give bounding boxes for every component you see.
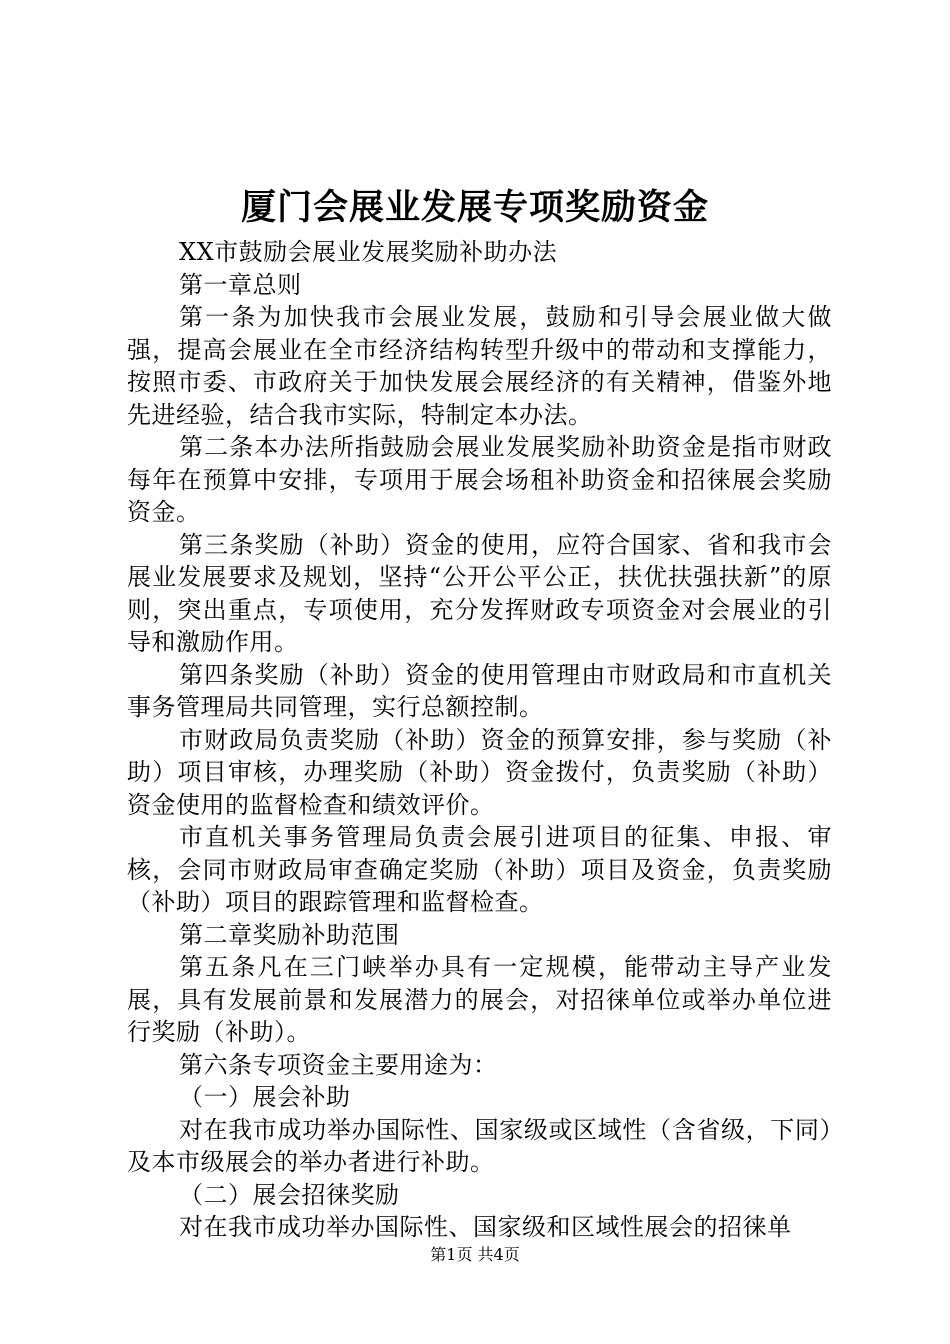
- paragraph-article-1: 第一条为加快我市会展业发展，鼓励和引导会展业做大做强，提高会展业在全市经济结构转型升级中的带动和支撑能力，按照市委、市政府关于加快发展会展经济的有关精神，借鉴外地先进经验，结合我市实际，特制定本办法。: [127, 303, 832, 429]
- paragraph-affairs-bureau: 市直机关事务管理局负责会展引进项目的征集、申报、审核，会同市财政局审查确定奖励（补助）项目及资金，负责奖励（补助）项目的跟踪管理和监督检查。: [127, 823, 832, 916]
- page-footer: 第1页 共4页: [430, 1245, 520, 1264]
- paragraph-chapter-1: 第一章总则: [179, 270, 302, 299]
- paragraph-article-6: 第六条专项资金主要用途为：: [179, 1050, 498, 1079]
- paragraph-article-5: 第五条凡在三门峡举办具有一定规模，能带动主导产业发展，具有发展前景和发展潜力的展会，对招徕单位或举办单位进行奖励（补助）。: [127, 953, 832, 1046]
- paragraph-finance-bureau: 市财政局负责奖励（补助）资金的预算安排，参与奖励（补助）项目审核，办理奖励（补助）资金拨付，负责奖励（补助）资金使用的监督检查和绩效评价。: [127, 725, 832, 819]
- paragraph-item-1-text: 对在我市成功举办国际性、国家级或区域性（含省级，下同）及本市级展会的举办者进行补助。: [127, 1115, 832, 1176]
- paragraph-item-1-heading: （一）展会补助: [179, 1083, 351, 1111]
- paragraph-chapter-2: 第二章奖励补助范围: [179, 920, 400, 949]
- paragraph-article-4: 第四条奖励（补助）资金的使用管理由市财政局和市直机关事务管理局共同管理，实行总额控制。: [127, 660, 832, 721]
- paragraph-item-2-text: 对在我市成功举办国际性、国家级和区域性展会的招徕单: [179, 1213, 792, 1241]
- document-title: 厦门会展业发展专项奖励资金: [240, 187, 709, 228]
- paragraph-article-3: 第三条奖励（补助）资金的使用，应符合国家、省和我市会展业发展要求及规划，坚持“公开公平公正，扶优扶强扶新”的原则，突出重点，专项使用，充分发挥财政专项资金对会展业的引导和激励作用。: [127, 530, 832, 656]
- document-body: [127, 236, 832, 1244]
- paragraph-article-2: 第二条本办法所指鼓励会展业发展奖励补助资金是指市财政每年在预算中安排，专项用于展会场租补助资金和招徕展会奖励资金。: [127, 433, 832, 526]
- paragraph-item-2-heading: （二）展会招徕奖励: [179, 1180, 400, 1209]
- paragraph-doc-name: XX市鼓励会展业发展奖励补助办法: [179, 238, 558, 266]
